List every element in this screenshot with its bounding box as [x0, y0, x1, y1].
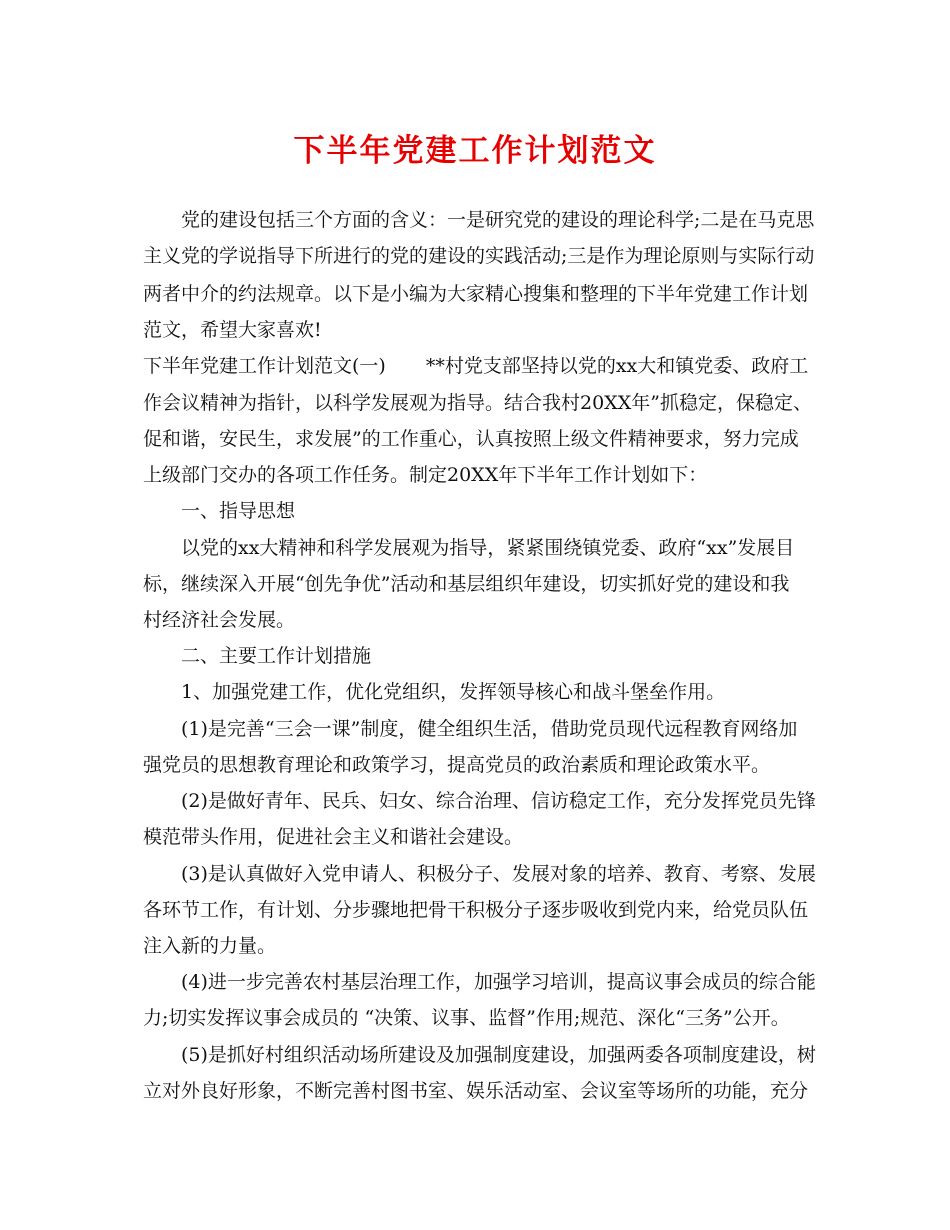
paragraph-line: 主义党的学说指导下所进行的党的建设的实践活动;三是作为理论原则与实际行动 [143, 245, 815, 267]
paragraph-line: (4)进一步完善农村基层治理工作，加强学习培训，提高议事会成员的综合能 [181, 971, 816, 993]
paragraph-line: 两者中介的约法规章。以下是小编为大家精心搜集和整理的下半年党建工作计划 [143, 283, 809, 305]
paragraph-line: 各环节工作，有计划、分步骤地把骨干积极分子逐步吸收到党内来，给党员队伍 [143, 899, 809, 921]
paragraph-line: (3)是认真做好入党申请人、积极分子、发展对象的培养、教育、考察、发展 [181, 863, 816, 885]
paragraph-line-composite [143, 353, 808, 379]
paragraph-line: (1)是完善“三会一课”制度，健全组织生活，借助党员现代远程教育网络加 [181, 718, 798, 740]
paragraph-line: 村经济社会发展。 [143, 609, 296, 631]
paragraph-line: (5)是抓好村组织活动场所建设及加强制度建设，加强两委各项制度建设，树 [181, 1044, 816, 1066]
paragraph-line: 强党员的思想教育理论和政策学习，提高党员的政治素质和理论政策水平。 [143, 754, 771, 776]
paragraph-line: 模范带头作用，促进社会主义和谐社会建设。 [143, 826, 524, 848]
paragraph-line: 上级部门交办的各项工作任务。制定20XX年下半年工作计划如下： [143, 464, 708, 486]
paragraph-line: 1、加强党建工作，优化党组织，发挥领导核心和战斗堡垒作用。 [181, 681, 726, 703]
paragraph-line: (2)是做好青年、民兵、妇女、综合治理、信访稳定工作，充分发挥党员先锋 [181, 790, 816, 812]
paragraph-line: 党的建设包括三个方面的含义：一是研究党的建设的理论科学;二是在马克思 [181, 209, 815, 231]
paragraph-text: **村党支部坚持以党的xx大和镇党委、政府工 [425, 355, 809, 377]
paragraph-line: 促和谐，安民生，求发展”的工作重心，认真按照上级文件精神要求，努力完成 [143, 428, 799, 450]
section-heading: 二、主要工作计划措施 [181, 645, 372, 667]
section-heading-1: 下半年党建工作计划范文(一) [143, 355, 386, 377]
paragraph-line: 以党的xx大精神和科学发展观为指导，紧紧围绕镇党委、政府“xx”发展目 [181, 537, 795, 559]
paragraph-line: 立对外良好形象，不断完善村图书室、娱乐活动室、会议室等场所的功能，充分 [143, 1080, 809, 1102]
paragraph-line: 标，继续深入开展“创先争优”活动和基层组织年建设，切实抓好党的建设和我 [143, 573, 790, 595]
section-heading: 一、指导思想 [181, 500, 296, 522]
paragraph-line: 力;切实发挥议事会成员的 “决策、议事、监督”作用;规范、深化“三务”公开。 [143, 1007, 790, 1029]
paragraph-line: 注入新的力量。 [143, 935, 277, 957]
paragraph-line: 范文，希望大家喜欢! [143, 319, 322, 341]
document-title: 下半年党建工作计划范文 [293, 133, 657, 169]
paragraph-line: 作会议精神为指针，以科学发展观为指导。结合我村20XX年”抓稳定，保稳定、 [143, 392, 812, 414]
